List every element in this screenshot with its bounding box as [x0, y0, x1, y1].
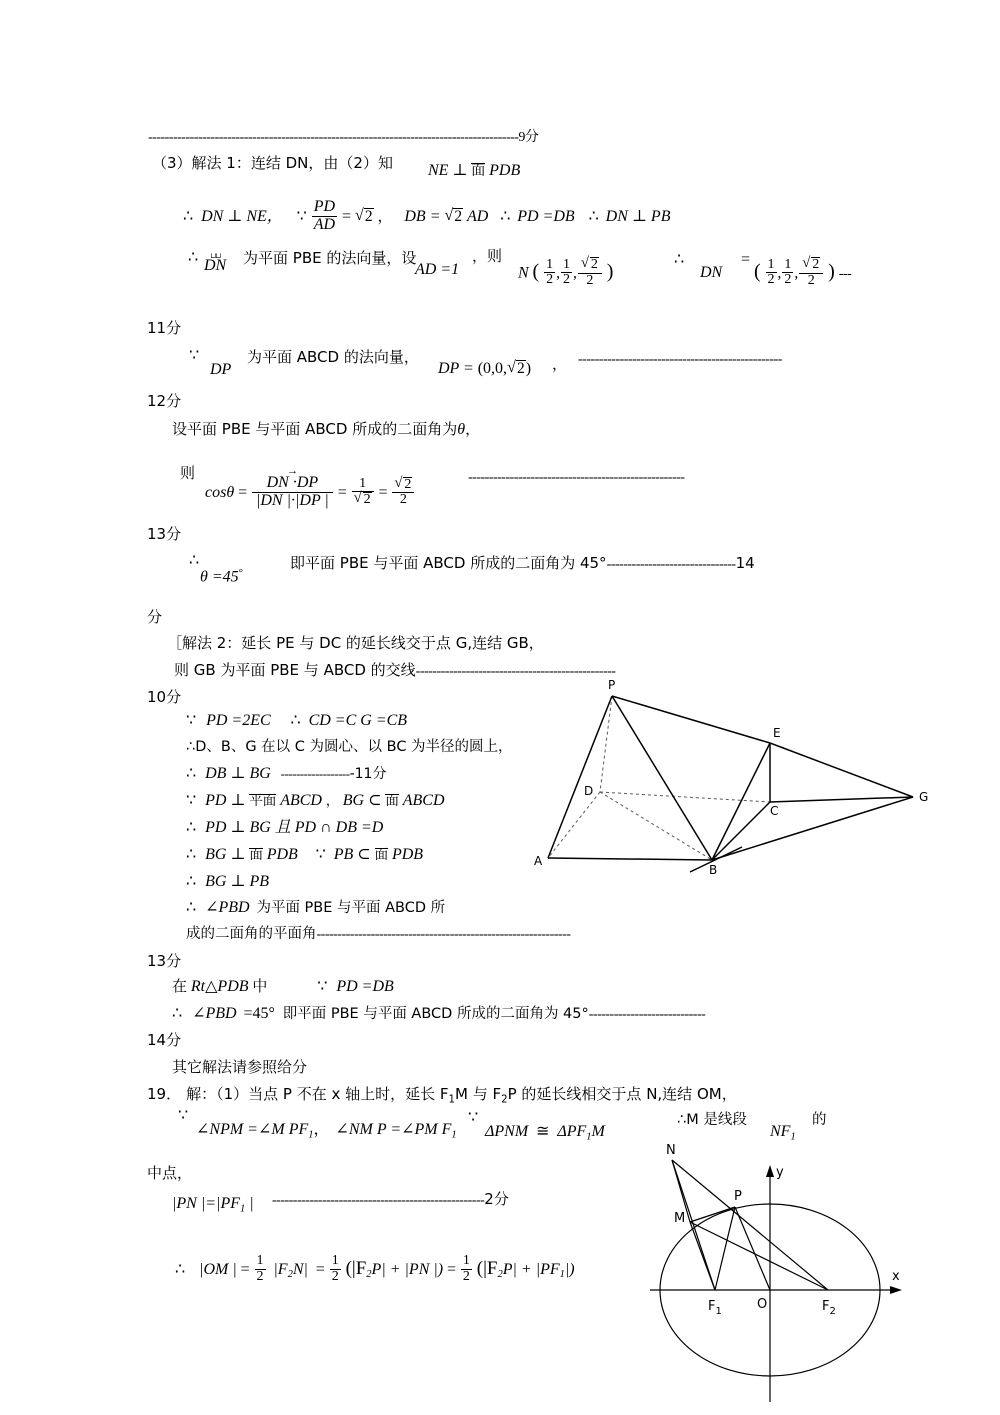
label-C: C [770, 804, 779, 818]
ellipse-svg [630, 1130, 930, 1415]
solid-geometry-svg [520, 675, 940, 890]
db-perp-bg-line: ∴ DB ⊥ BG -------------------11分 [186, 765, 387, 782]
then-label-cos: 则 [180, 464, 196, 482]
label-O: O [757, 1297, 768, 1312]
dn-vector-equals: = [741, 251, 751, 268]
label-A: A [534, 854, 543, 868]
theta-result-because: ∴ [189, 552, 200, 569]
frac-1-over-sqrt2: 1 √ 2 [352, 477, 374, 508]
dn-normal-vector-statement: ∴ [188, 249, 199, 266]
label-B: B [709, 863, 718, 877]
angle-pbd-dihedral-line: ∴ ∠PBD 为平面 PBE 与平面 ABCD 所 [186, 899, 446, 916]
vertex-labels [534, 678, 928, 877]
segment-nf1: $NF_1$ [770, 1123, 796, 1143]
frac-dot-product: → $\frac{DN \cdot DP}{|DN |\cdot|DP |}$ [252, 475, 333, 510]
triangle-congruence: ΔPNM ≅ $\Delta PF_1M$ [485, 1123, 605, 1143]
dn-vector-symbol-2: DN [700, 264, 723, 281]
de-particle: 的 [812, 1112, 827, 1128]
bg-perp-plane-pdb-line: ∴ BG ⊥ 面 PDB ∵ PB ⊂ 面 PDB [186, 846, 424, 863]
label-P: P [734, 1189, 742, 1204]
label-x: x [892, 1269, 900, 1284]
label-N: N [666, 1143, 676, 1158]
label-G: G [919, 790, 929, 804]
score-line-9: -----------------------------------------------------------------------------------------9分 [148, 130, 539, 145]
ellipse-labels [666, 1143, 900, 1317]
dp-value-comma: ， [552, 355, 568, 373]
score-line-12: 12分 [147, 392, 182, 410]
part3-solution1-label: （3）解法 1：连结 DN，由（2）知 [152, 154, 393, 172]
bg-perp-pb-line: ∴ BG ⊥ PB [186, 873, 269, 890]
ellipse-diagram [630, 1130, 930, 1415]
dn-vector-value: ( $\frac{1}{2}$ , $\frac{1}{2}$ , √ $\frac{2}{2}$ ) --- [754, 258, 851, 289]
score-line-10: 10分 [147, 688, 182, 706]
angle-npm-because: ∵ [178, 1107, 189, 1124]
construction-lines [672, 1160, 828, 1290]
solution2-label: ［解法 2：延长 PE 与 DC 的延长线交于点 G,连结 GB， [167, 634, 544, 652]
other-solutions-note: 其它解法请参照给分 [172, 1058, 308, 1076]
then-label: ，则 [472, 247, 503, 265]
angle-equalities: ∠NPM =∠M $PF_1$， ∠NM P =∠PM $F_1$ [196, 1121, 457, 1141]
dihedral-45-conclusion: 即平面 PBE 与平面 ABCD 所成的二面角为 45°-------------------------------14 [290, 554, 755, 572]
score-line-11: 11分 [147, 319, 182, 337]
problem-19-label: 19． 解：（1）当点 P 不在 x 轴上时，延长 $F_1M$ 与 $F_2P$ 的延长线相交于点 N,连结 OM， [147, 1085, 737, 1106]
ne-perp-plane-pdb: NE ⊥ 面 PDB [428, 162, 521, 179]
y-axis-arrow [766, 1165, 774, 1177]
label-D: D [584, 784, 594, 798]
m-midpoint-statement: ∴M 是线段 [677, 1112, 747, 1128]
frac-sqrt2-over-2: √ $\frac{2}{2}$ [392, 477, 414, 508]
score-line-14: 14分 [147, 1031, 182, 1049]
pd-perp-plane-abcd-line: ∵ PD ⊥ 平面 ABCD ， BG ⊂ 面 ABCD [186, 792, 445, 809]
score-line-fen: 分 [147, 608, 163, 626]
circle-center-c-statement: ∴D、B、G 在以 C 为圆心、以 BC 为半径的圆上， [186, 739, 513, 755]
visible-edges [548, 696, 913, 872]
dp-vector-symbol: DP [210, 361, 232, 378]
dp-dots: ------------------------------------------------- [578, 352, 782, 367]
pn-dots: ---------------------------------------------------2分 [272, 1190, 509, 1208]
label-E: E [773, 726, 781, 740]
triangle-congruence-because: ∵ [468, 1109, 479, 1126]
dp-vector-value: DP = (0,0, √ 2) [438, 360, 531, 377]
right-triangle-pdb-line: 在 Rt△PDB 中 ∵ PD =DB [172, 977, 394, 995]
dp-normal-text: 为平面 ABCD 的法向量， [247, 348, 419, 366]
pd-2ec-line: ∵ PD =2EC ∴ CD =C G =CB [186, 712, 408, 729]
label-y: y [776, 1165, 784, 1180]
solid-geometry-diagram [520, 675, 940, 890]
plane-angle-conclusion: 成的二面角的平面角------------------------------------------------------------- [186, 926, 571, 942]
cos-dots: ---------------------------------------------------- [468, 470, 685, 485]
om-formula: ∴ |OM | = $\frac{1}{2}$ $|F_2N|$ = $\frac{1}{2}$ ($|F_2P| + |PN$ |) = $\frac{1}{2}$ $(|F_2P| + |PF_1|)$ [175, 1253, 575, 1284]
label-M: M [674, 1211, 686, 1226]
dihedral-theta-statement: 设平面 PBE 与平面 ABCD 所成的二面角为θ， [172, 420, 481, 438]
ad-equals-1: AD =1 [415, 261, 460, 278]
cos-theta-formula: cosθ = → $\frac{DN \cdot DP}{|DN |\cdot|DP |}$ = 1 √ 2 = √ $\frac{2}{2}$ [205, 476, 415, 511]
dn-normal-text: 为平面 PBE 的法向量，设 [243, 249, 417, 267]
score-line-13a: 13分 [147, 525, 182, 543]
x-axis-arrow [890, 1286, 902, 1294]
label-F2: $F_2$ [822, 1299, 836, 1317]
pd-perp-bg-line: ∴ PD ⊥ BG 且 PD ∩ DB =D [186, 819, 384, 836]
label-F1: $F_1$ [708, 1299, 722, 1317]
point-n-coordinates: N ( $\frac{1}{2}$ , $\frac{1}{2}$ , √ $\frac{2}{2}$ ) [518, 258, 613, 289]
gb-intersection-line: 则 GB 为平面 PBE 与 ABCD 的交线------------------------------------------------ [174, 661, 616, 679]
dn-perp-pb-derivation: ∴ DN ⊥ NE， ∵ $\frac{PD}{AD}$ = √ 2 ， DB = √ 2 AD ∴ PD =DB ∴ DN ⊥ PB [183, 200, 670, 235]
pn-equals-pf1: |PN $|=|PF_1$ | [172, 1195, 254, 1215]
label-P: P [608, 678, 616, 692]
dn-vector-symbol-1: ⊔⊔ DN [204, 258, 226, 274]
therefore-dn-vector: ∴ [674, 251, 685, 268]
theta-equals-45: θ =45° [200, 567, 244, 586]
angle-pbd-45-line: ∴ ∠PBD =45° 即平面 PBE 与平面 ABCD 所成的二面角为 45°---------------------------- [172, 1005, 706, 1022]
dp-normal-because: ∵ [189, 347, 200, 364]
midpoint-text: 中点， [147, 1164, 193, 1182]
frac-pd-ad: $\frac{PD}{AD}$ [313, 198, 336, 233]
score-line-13b: 13分 [147, 952, 182, 970]
